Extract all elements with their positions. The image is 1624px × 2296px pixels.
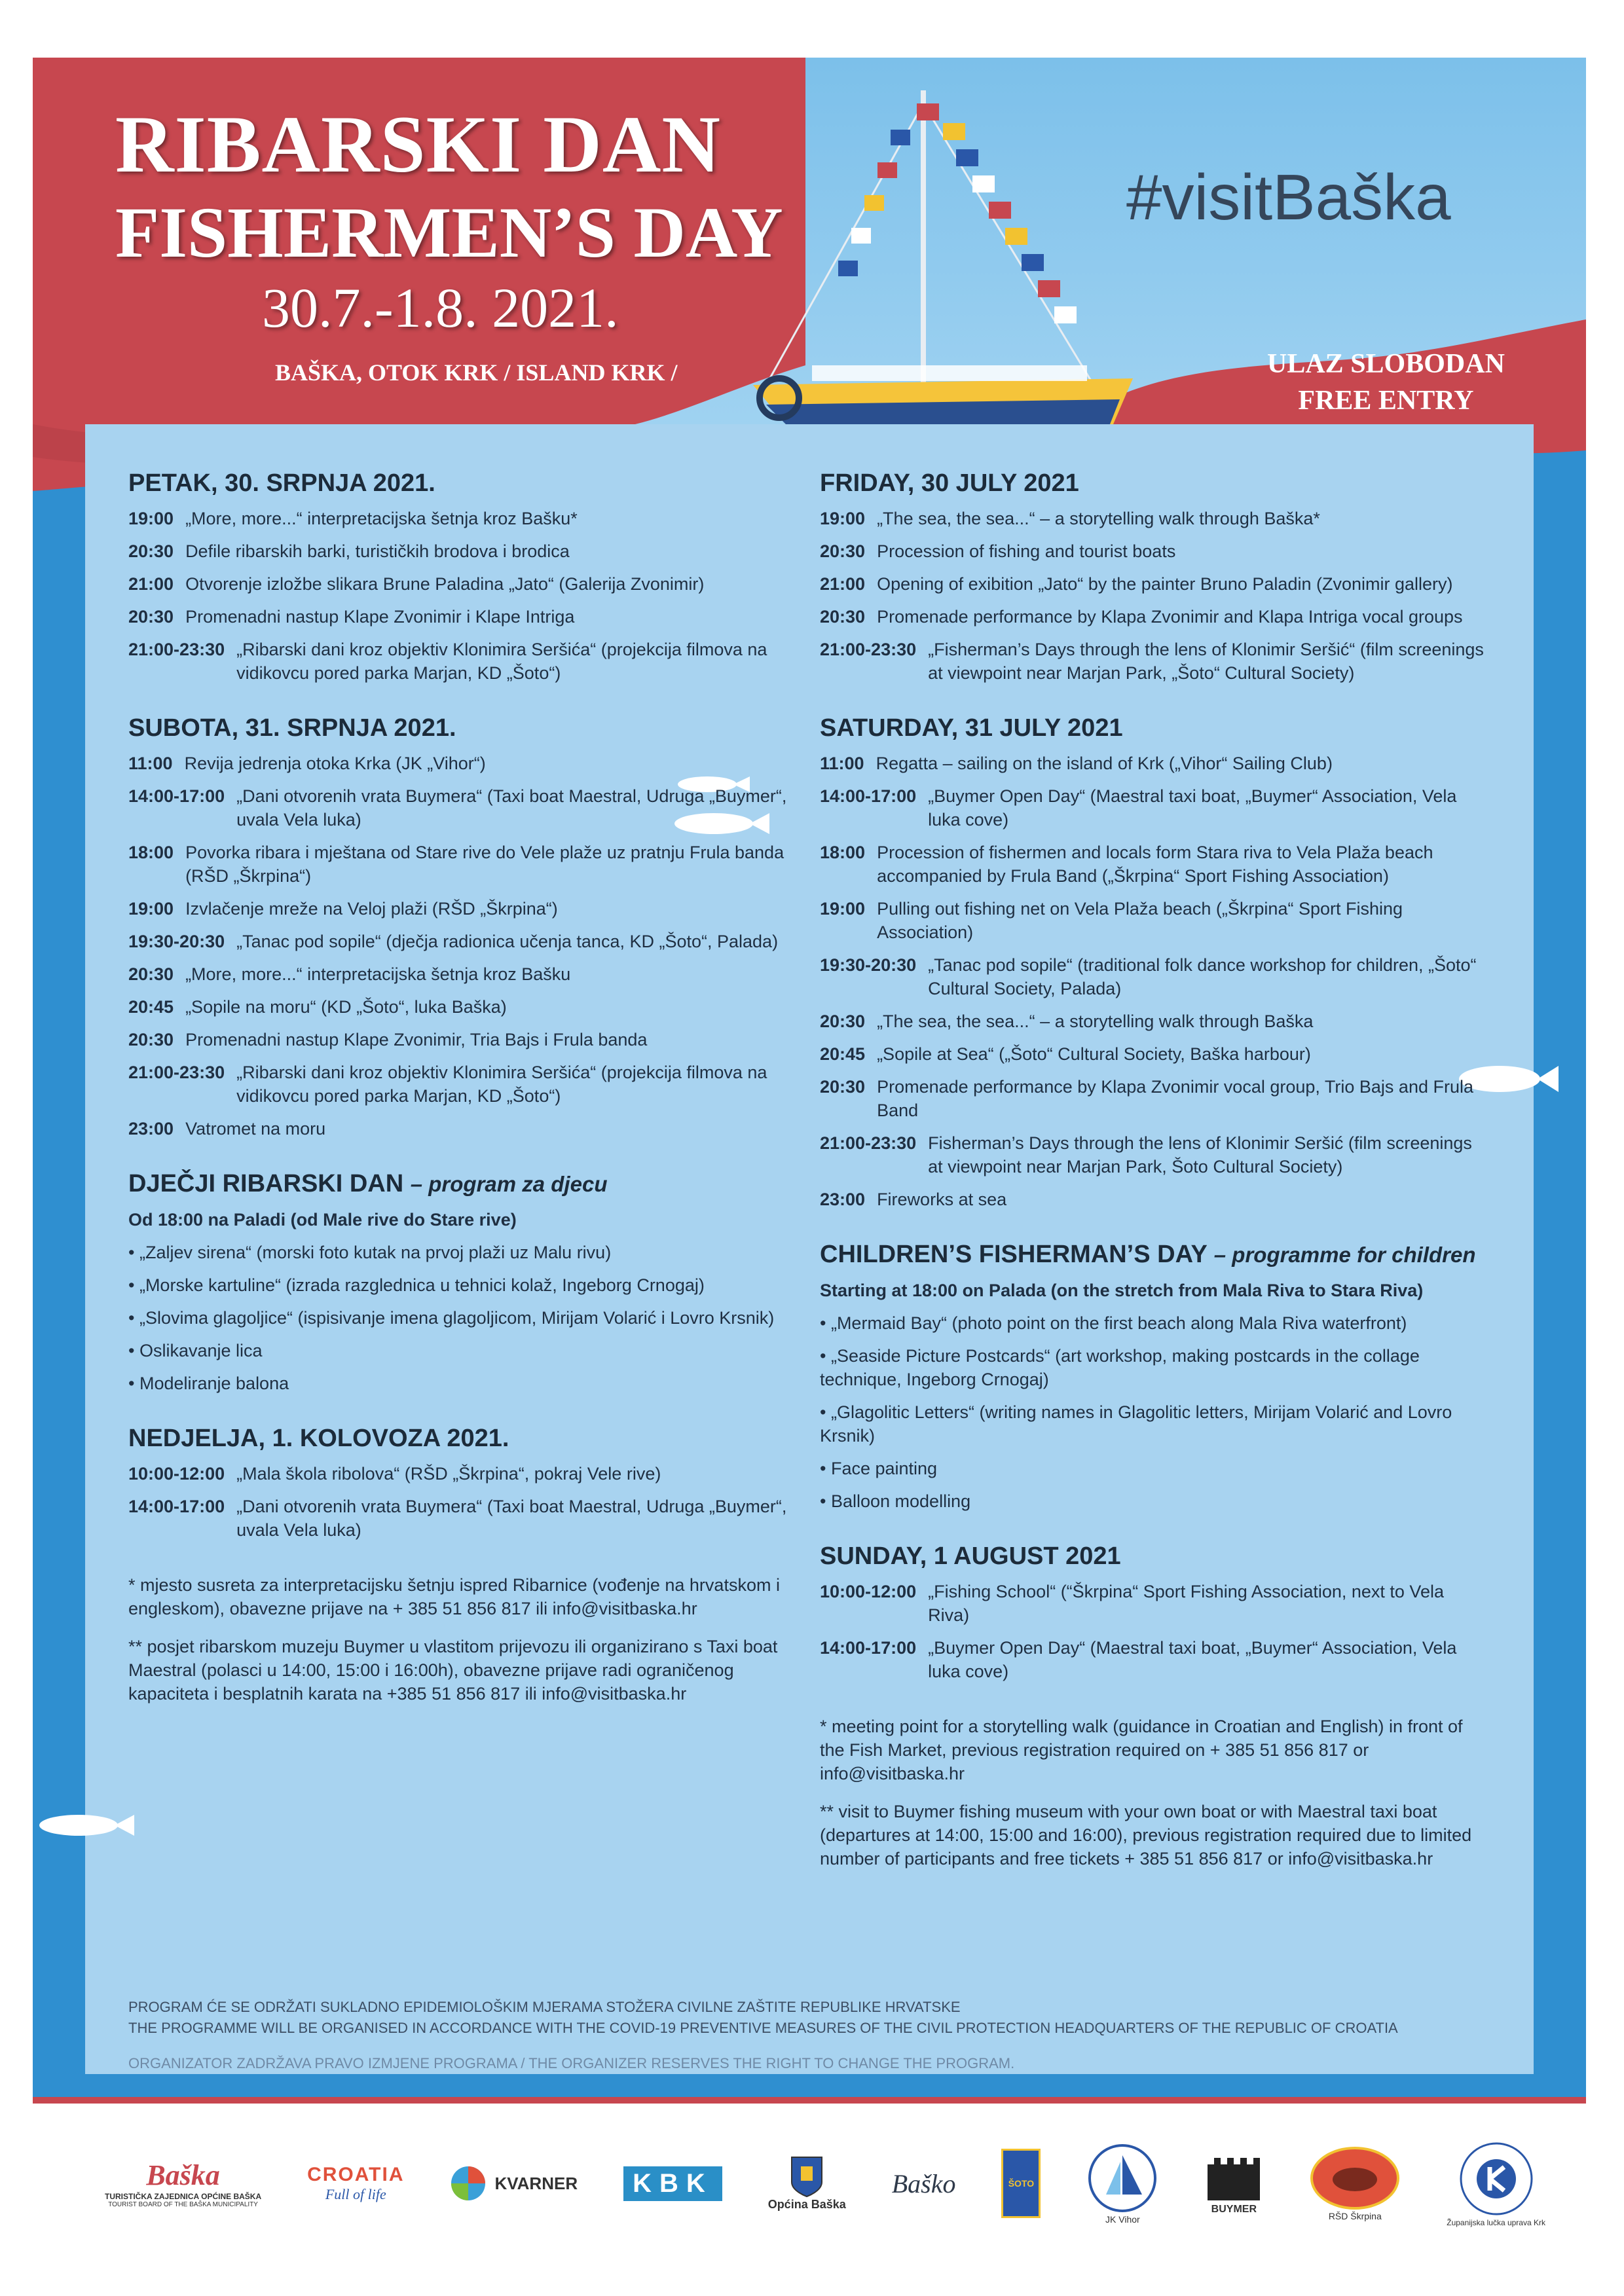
free-entry-english: FREE ENTRY (1298, 386, 1474, 416)
list-item: • „Glagolitic Letters“ (writing names in Glagolitic letters, Mirijam Volarić and Lovro Krsnik) (820, 1402, 1452, 1446)
children-section-hr (128, 1172, 796, 1395)
list-item: • „Morske kartuline“ (izrada razglednica u tehnici kolaž, Ingeborg Crnogaj) (128, 1275, 705, 1295)
list-item: • „Slovima glagoljice“ (ispisivanje imena glagoljicom, Mirijam Volarić i Lovro Krsnik) (128, 1308, 775, 1328)
list-item: 19:00 Izvlačenje mreže na Veloj plaži (RŠD „Škrpina“) (128, 899, 558, 919)
footnote-1: * meeting point for a storytelling walk (guidance in Croatian and English) in front of the Fish Market, previous registration required on + 385 51 856 817 or info@visitbaska.hr (820, 1717, 1463, 1783)
port-authority-icon (1457, 2140, 1536, 2218)
list-item: 20:30 Promenadni nastup Klape Zvonimir i Klape Intriga (128, 607, 575, 627)
list-item: • Modeliranje balona (128, 1374, 289, 1393)
section-title: SUBOTA, 31. SRPNJA 2021. (128, 714, 456, 742)
legal-line-english: THE PROGRAMME WILL BE ORGANISED IN ACCORDANCE WITH THE COVID-19 PREVENTIVE MEASURES OF THE CIVIL PROTECTION HEADQUARTERS OF THE REPUBLIC OF CROATIA (128, 2020, 1398, 2036)
list-item: 23:00 Vatromet na moru (128, 1119, 326, 1139)
footnote-2: ** posjet ribarskom muzeju Buymer u vlastitom prijevozu ili organizirano s Taxi boat Maestral (polasci u 14:00, 15:00 i 16:00h), obavezne prijave radi ograničenog kapaciteta i besplatnih karata na +385 51 856 817 ili info@visitbaska.hr (128, 1637, 778, 1704)
list-item: • „Mermaid Bay“ (photo point on the first beach along Mala Riva waterfront) (820, 1313, 1407, 1333)
sponsor-logos (105, 2128, 1545, 2239)
children-section-en (820, 1243, 1488, 1513)
list-item: 21:00 Opening of exibition „Jato“ by the painter Bruno Paladin (Zvonimir gallery) (820, 574, 1453, 594)
section-title: PETAK, 30. SRPNJA 2021. (128, 469, 435, 497)
opcina-baska-logo: Općina Baška (768, 2156, 846, 2212)
section-title: CHILDREN’S FISHERMAN’S DAY – programme for children (820, 1241, 1476, 1268)
list-item: 19:30-20:30 „Tanac pod sopile“ (traditional folk dance workshop for children, „Šoto“ Cultural Society, Palada) (820, 955, 1477, 998)
children-lead: Starting at 18:00 on Palada (on the stretch from Mala Riva to Stara Riva) (820, 1281, 1424, 1300)
kvarner-logo: KVARNER (450, 2165, 578, 2202)
buymer-logo: BUYMER (1204, 2151, 1263, 2215)
list-item: 11:00 Revija jedrenja otoka Krka (JK „Vihor“) (128, 754, 486, 773)
list-item: 21:00-23:30 Fisherman’s Days through the lens of Klonimir Seršić (film screenings at viewpoint near Marjan Park, Šoto Cultural Society) (820, 1133, 1472, 1176)
saturday-section-hr (128, 716, 796, 1140)
list-item: 20:30 Promenade performance by Klapa Zvonimir and Klapa Intriga vocal groups (820, 607, 1463, 627)
list-item: 14:00-17:00 „Buymer Open Day“ (Maestral taxi boat, „Buymer“ Association, Vela luka cove) (820, 1638, 1457, 1681)
title-english: FISHERMEN’S DAY (115, 192, 783, 272)
list-item: 20:30 Defile ribarskih barki, turističkih brodova i brodica (128, 541, 570, 561)
list-item: 14:00-17:00 „Buymer Open Day“ (Maestral taxi boat, „Buymer“ Association, Vela luka cove) (820, 786, 1457, 829)
section-title: SUNDAY, 1 AUGUST 2021 (820, 1542, 1121, 1570)
port-authority-logo: Županijska lučka uprava Krk (1447, 2140, 1545, 2227)
fish-club-icon (1309, 2145, 1401, 2211)
sailing-club-icon (1086, 2142, 1158, 2214)
list-item: 20:30 Promenadni nastup Klape Zvonimir, Tria Bajs i Frula banda (128, 1030, 648, 1049)
title-croatian: RIBARSKI DAN (115, 100, 721, 189)
footer-band (33, 2097, 1586, 2104)
list-item: 21:00-23:30 „Ribarski dani kroz objektiv Klonimira Seršića“ (projekcija filmova na vidikovcu pored parka Marjan, KD „Šoto“) (128, 1063, 767, 1106)
legal-notice (128, 1997, 1398, 2074)
hashtag: #visitBaška (1126, 161, 1451, 233)
section-title: FRIDAY, 30 JULY 2021 (820, 469, 1079, 497)
footnote-1: * mjesto susreta za interpretacijsku šetnju ispred Ribarnice (vođenje na hrvatskom i engleskom), obavezne prijave na + 385 51 856 817 ili info@visitbaska.hr (128, 1575, 780, 1618)
list-item: 21:00-23:30 „Ribarski dani kroz objektiv Klonimira Seršića“ (projekcija filmova na vidikovcu pored parka Marjan, KD „Šoto“) (128, 640, 767, 683)
list-item: 18:00 Procession of fishermen and locals form Stara riva to Vela Plaža beach accompanied by Frula Band („Škrpina“ Sport Fishing Association) (820, 843, 1433, 886)
list-item: • Oslikavanje lica (128, 1341, 263, 1360)
list-item: 18:00 Povorka ribara i mještana od Stare rive do Vele plaže uz pratnju Frula banda (RŠD „Škrpina“) (128, 843, 784, 886)
section-title: DJEČJI RIBARSKI DAN – program za djecu (128, 1170, 608, 1197)
programme-croatian (128, 471, 796, 1720)
list-item: 20:30 Procession of fishing and tourist boats (820, 541, 1176, 561)
kvarner-icon (450, 2165, 487, 2202)
list-item: • Face painting (820, 1459, 938, 1478)
basko-logo: Baško (891, 2168, 956, 2198)
free-entry-label (1267, 346, 1505, 419)
programme-english (820, 471, 1488, 1885)
children-lead: Od 18:00 na Paladi (od Male rive do Stare rive) (128, 1210, 517, 1230)
skrpina-logo: RŠD Škrpina (1309, 2145, 1401, 2221)
list-item: 21:00-23:30 „Fisherman’s Days through the lens of Klonimir Seršić“ (film screenings at viewpoint near Marjan Park, „Šoto“ Cultural Society) (820, 640, 1484, 683)
croatia-logo: CROATIA Full of life (307, 2164, 405, 2202)
list-item: 11:00 Regatta – sailing on the island of Krk („Vihor“ Sailing Club) (820, 754, 1333, 773)
saturday-section-en (820, 716, 1488, 1211)
list-item: • Balloon modelling (820, 1491, 971, 1511)
list-item: • „Seaside Picture Postcards“ (art workshop, making postcards in the collage technique, Ingeborg Crnogaj) (820, 1346, 1420, 1389)
legal-organizer-note: ORGANIZATOR ZADRŽAVA PRAVO IZMJENE PROGRAMA / THE ORGANIZER RESERVES THE RIGHT TO CHANGE THE PROGRAM. (128, 2055, 1015, 2071)
tower-icon (1204, 2151, 1263, 2204)
list-item: 19:00 Pulling out fishing net on Vela Plaža beach („Škrpina“ Sport Fishing Association) (820, 899, 1403, 942)
footnote-2: ** visit to Buymer fishing museum with your own boat or with Maestral taxi boat (departures at 14:00, 15:00 and 16:00), previous registration required due to limited number of participants and free tickets + 385 51 856 817 or info@visitbaska.hr (820, 1802, 1472, 1868)
list-item: 10:00-12:00 „Fishing School“ (“Škrpina“ Sport Fishing Association, next to Vela Riva) (820, 1582, 1444, 1625)
free-entry-croatian: ULAZ SLOBODAN (1267, 349, 1505, 379)
list-item: 20:45 „Sopile na moru“ (KD „Šoto“, luka Baška) (128, 997, 507, 1017)
fish-decoration (33, 1799, 138, 1851)
list-item: 21:00 Otvorenje izložbe slikara Brune Paladina „Jato“ (Galerija Zvonimir) (128, 574, 705, 594)
sailboat-illustration (727, 77, 1185, 470)
list-item: • „Zaljev sirena“ (morski foto kutak na prvoj plaži uz Malu rivu) (128, 1243, 612, 1262)
baska-tourist-board-logo: Baška TURISTIČKA ZAJEDNICA OPĆINE BAŠKA TOURIST BOARD OF THE BAŠKA MUNICIPALITY (105, 2159, 262, 2208)
sunday-section-en (820, 1544, 1488, 1683)
list-item: 14:00-17:00 „Dani otvorenih vrata Buymera“ (Taxi boat Maestral, Udruga „Buymer“, uvala Vela luka) (128, 1497, 787, 1540)
list-item: 10:00-12:00 „Mala škola ribolova“ (RŠD „Škrpina“, pokraj Vele rive) (128, 1464, 661, 1484)
section-title: NEDJELJA, 1. KOLOVOZA 2021. (128, 1425, 509, 1452)
event-location: BAŠKA, OTOK KRK / ISLAND KRK / (275, 359, 678, 386)
kbk-logo: KBK (623, 2166, 722, 2201)
list-item: 19:30-20:30 „Tanac pod sopile“ (dječja radionica učenja tanca, KD „Šoto“, Palada) (128, 932, 779, 951)
list-item: 20:30 Promenade performance by Klapa Zvonimir vocal group, Trio Bajs and Frula Band (820, 1077, 1473, 1120)
list-item: 20:45 „Sopile at Sea“ („Šoto“ Cultural Society, Baška harbour) (820, 1044, 1311, 1064)
legal-line-croatian: PROGRAM ĆE SE ODRŽATI SUKLADNO EPIDEMIOLOŠKIM MJERAMA STOŽERA CIVILNE ZAŠTITE REPUBLIKE HRVATSKE (128, 1999, 961, 2015)
list-item: 14:00-17:00 „Dani otvorenih vrata Buymera“ (Taxi boat Maestral, Udruga „Buymer“, uvala Vela luka) (128, 786, 787, 829)
coat-of-arms-icon (790, 2156, 823, 2198)
list-item: 19:00 „More, more...“ interpretacijska šetnja kroz Bašku* (128, 509, 578, 528)
list-item: 19:00 „The sea, the sea...“ – a storytelling walk through Baška* (820, 509, 1320, 528)
section-title: SATURDAY, 31 JULY 2021 (820, 714, 1123, 742)
list-item: 20:30 „More, more...“ interpretacijska šetnja kroz Bašku (128, 964, 571, 984)
vihor-logo: JK Vihor (1086, 2142, 1158, 2225)
sunday-section-hr (128, 1427, 796, 1542)
friday-section-hr (128, 471, 796, 685)
list-item: 20:30 „The sea, the sea...“ – a storytelling walk through Baška (820, 1011, 1314, 1031)
event-dates: 30.7.-1.8. 2021. (262, 276, 619, 339)
list-item: 23:00 Fireworks at sea (820, 1190, 1007, 1209)
friday-section-en (820, 471, 1488, 685)
soto-logo: ŠOTO (1001, 2149, 1041, 2218)
